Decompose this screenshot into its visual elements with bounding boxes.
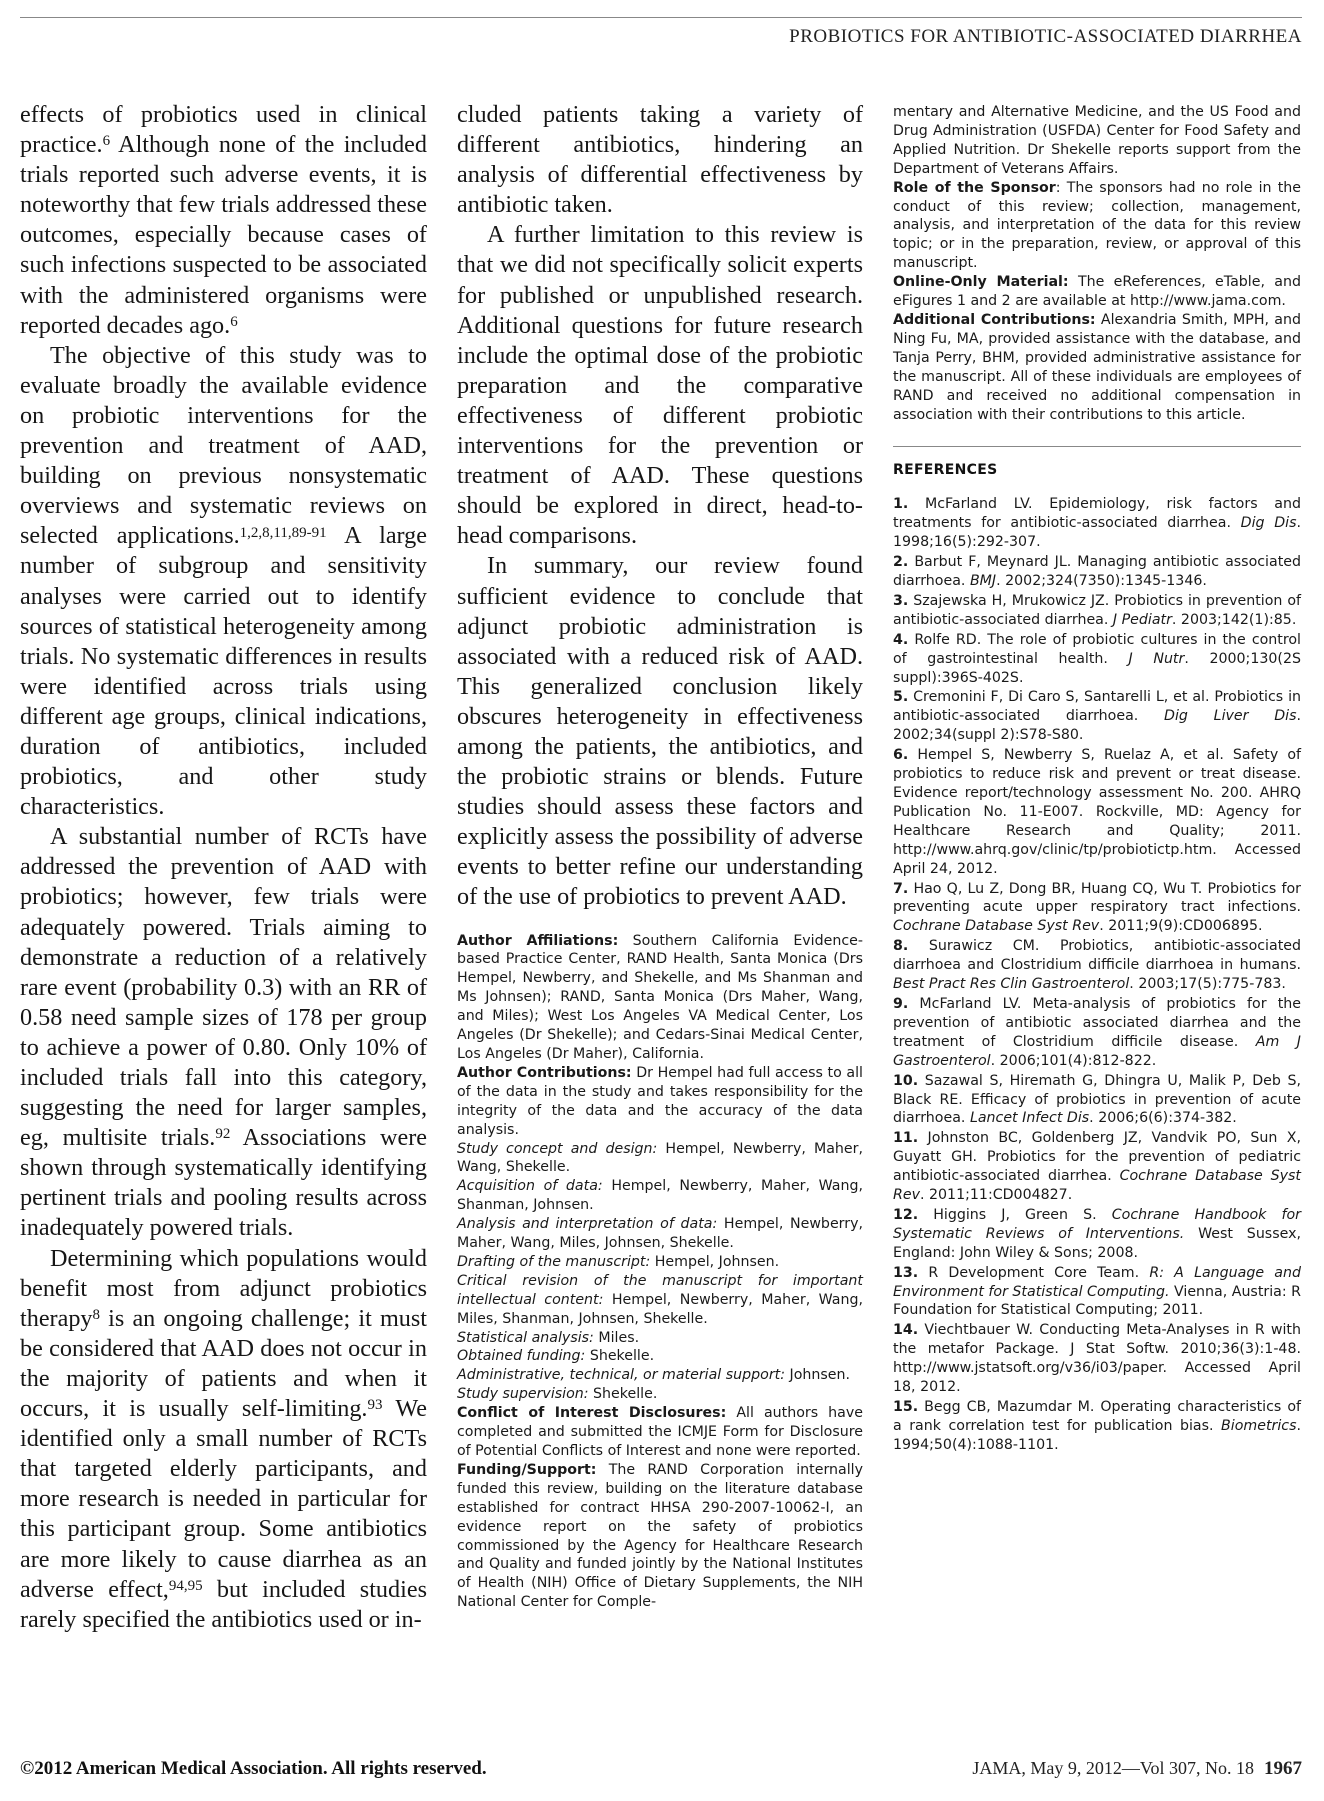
label: Online-Only Material:: [893, 274, 1069, 291]
reference-item: [893, 688, 1301, 745]
reference-text: Sazawal S, Hiremath G, Dhingra U, Malik P, Deb S, Black RE. Efficacy of probiotics in prevention of acute diarrhoea.: [893, 1072, 1301, 1127]
reference-item: [893, 1321, 1301, 1397]
article-notes: [457, 932, 863, 1613]
reference-journal: BMJ: [969, 573, 997, 590]
reference-details: . 2006;101(4):812-822.: [990, 1052, 1157, 1069]
reference-text: Begg CB, Mazumdar M. Operating characteristics of a rank correlation test for publication bias.: [893, 1399, 1301, 1434]
reference-details: . 2002;324(7350):1345-1346.: [996, 573, 1207, 590]
text: Alexandria Smith, MPH, and Ning Fu, MA, provided assistance with the database, and Tanja Perry, BHM, provided administrative assistance for the manuscript. All of these individuals are employees of RAND and received no additional compensation in association with their contributions to this article.: [893, 311, 1301, 423]
citation-text: JAMA, May 9, 2012—Vol 307, No. 18: [972, 1758, 1254, 1778]
text: but included studies rarely specified the antibiotics used or in-: [20, 1575, 427, 1633]
reference-journal: Dig Dis: [1240, 515, 1297, 532]
contribution-roles: [457, 1140, 863, 1405]
reference-journal: Dig Liver Dis: [1164, 708, 1297, 725]
reference-text: Barbut F, Meynard JL. Managing antibiotic associated diarrhoea.: [893, 554, 1301, 590]
role-names: Miles.: [593, 1329, 640, 1346]
reference-text: Rolfe RD. The role of probiotic cultures in the control of gastrointestinal health.: [893, 631, 1301, 667]
reference-item: [893, 592, 1301, 630]
reference-journal: Am J Gastroenterol: [893, 1033, 1301, 1069]
funding-continued: mentary and Alternative Medicine, and the US Food and Drug Administration (USFDA) Center for Food Safety and Applied Nutrition. Dr Shekelle reports support from the Department of Veterans Affairs.: [893, 104, 1301, 177]
column-3: [893, 103, 1301, 1456]
reference-number: 7.: [893, 880, 909, 897]
reference-number: 3.: [893, 592, 909, 609]
role-label: Acquisition of data:: [457, 1178, 603, 1195]
citation: 94,95: [168, 1577, 203, 1594]
reference-item: [893, 937, 1301, 994]
role-names: Johnsen.: [785, 1367, 850, 1384]
reference-number: 9.: [893, 995, 909, 1012]
journal-citation: [972, 1758, 1302, 1780]
citation: 6: [102, 133, 111, 150]
reference-details: Vienna, Austria: R Foundation for Statistical Computing; 2011.: [893, 1283, 1302, 1319]
text: Associations were shown through systematically identifying pertinent trials and pooling results across inadequately powered trials.: [20, 1124, 427, 1242]
text: The eReferences, eTable, and eFigures 1 and 2 are available at http://www.jama.com.: [893, 274, 1301, 310]
reference-text: Johnston BC, Goldenberg JZ, Vandvik PO, Sun X, Guyatt GH. Probiotics for the prevention of pediatric antibiotic-associated diarrhea.: [893, 1130, 1301, 1185]
reference-journal: Best Pract Res Clin Gastroenterol: [893, 976, 1130, 993]
text: Dr Hempel had full access to all of the data in the study and takes responsibility for the integrity of the data and the accuracy of the data analysis.: [457, 1064, 863, 1138]
reference-text: McFarland LV. Epidemiology, risk factors and treatments for antibiotic-associated diarrhea.: [893, 496, 1301, 532]
reference-details: West Sussex, England: John Wiley & Sons; 2008.: [893, 1225, 1301, 1261]
contribution-role: [457, 1347, 863, 1366]
reference-text: R Development Core Team.: [918, 1264, 1150, 1281]
reference-details: . 2002;34(suppl 2):S78-S80.: [893, 708, 1301, 744]
reference-item: [893, 495, 1301, 552]
role-label: Study supervision:: [457, 1386, 589, 1403]
header-rule: [20, 17, 1302, 18]
text: The objective of this study was to evaluate broadly the available evidence on probiotic interventions for the prevention and treatment of AAD, building on previous nonsystematic overviews and systematic reviews on selected applications.: [20, 341, 427, 550]
references-heading: REFERENCES: [893, 462, 998, 479]
reference-journal: Lancet Infect Dis: [969, 1110, 1090, 1127]
column-2: [457, 100, 863, 1612]
citation: 6: [230, 313, 238, 330]
reference-text: Hao Q, Lu Z, Dong BR, Huang CQ, Wu T. Probiotics for preventing acute upper respiratory tract infections.: [893, 880, 1301, 916]
label: Author Affiliations:: [457, 932, 619, 949]
page-number: 1967: [1264, 1758, 1302, 1779]
role-names: Hempel, Newberry, Maher, Wang, Miles, Johnsen, Shekelle.: [457, 1216, 863, 1252]
contribution-role: [457, 1140, 863, 1178]
reference-number: 15.: [893, 1399, 919, 1415]
role-names: Shekelle.: [585, 1348, 655, 1365]
role-label: Administrative, technical, or material support:: [457, 1367, 786, 1384]
author-affiliations: [457, 932, 863, 1064]
text: is an ongoing challenge; it must be considered that AAD does not occur in the majority of patients and when it occurs, it is usually self-limiting.: [20, 1304, 427, 1423]
reference-journal: Cochrane Database Syst Rev: [893, 1168, 1301, 1204]
article-notes-continued: [893, 103, 1301, 424]
reference-details: . 2003;142(1):85.: [1171, 611, 1297, 628]
reference-journal: Biometrics: [1221, 1417, 1297, 1434]
role-label: Critical revision of the manuscript for important intellectual content:: [457, 1272, 863, 1308]
paragraph: cluded patients taking a variety of different antibiotics, hindering an analysis of differential effectiveness by antibiotic taken.: [457, 101, 863, 219]
contribution-role: [457, 1329, 863, 1348]
copyright: ©2012 American Medical Association. All rights reserved.: [20, 1758, 487, 1779]
paragraph: [20, 100, 427, 341]
text: effects of probiotics used in clinical practice.: [20, 101, 427, 159]
reference-details: . 2003;17(5):775-783.: [1129, 976, 1286, 993]
reference-journal: J Nutr: [1128, 650, 1185, 667]
reference-details: . 2000;130(2S suppl):396S-402S.: [893, 650, 1301, 686]
text: Southern California Evidence-based Practice Center, RAND Health, Santa Monica (Drs Hempel, Newberry, and Shekelle, and Ms Shanman and Ms Johnsen); RAND, Santa Monica (Drs Maher, Wang, and Miles); West Los Angeles VA Medical Center, Los Angeles (Dr Shekelle); and Cedars-Sinai Medical Center, Los Angeles (Dr Maher), California.: [457, 932, 863, 1062]
online-only-material: [893, 273, 1301, 311]
additional-contributions: [893, 311, 1301, 424]
column-1: [20, 100, 427, 1635]
reference-number: 14.: [893, 1322, 919, 1339]
reference-text: Hempel S, Newberry S, Ruelaz A, et al. Safety of probiotics to reduce risk and prevent or treat disease. Evidence report/technology assessment No. 200. AHRQ Publication No. 11-E007. Rockville, MD: Agency for Healthcare Research and Quality; 2011. http://www.ahrq.gov/clinic/tp/probiotictp.htm. Accessed April 24, 2012.: [893, 747, 1301, 877]
reference-item: [893, 1206, 1301, 1263]
reference-item: [893, 1398, 1301, 1455]
reference-number: 13.: [893, 1264, 919, 1281]
paragraph: [20, 1244, 427, 1635]
contribution-role: [457, 1177, 863, 1215]
reference-text: Surawicz CM. Probiotics, antibiotic-associated diarrhoea and Clostridium difficile diarrhoea in humans.: [893, 938, 1301, 974]
paragraph: [20, 822, 427, 1243]
role-label: Analysis and interpretation of data:: [457, 1216, 718, 1233]
text: The RAND Corporation internally funded this review, building on the literature database established for contract HHSA 290-2007-10062-I, an evidence report on the safety of probiotics commissioned by the Agency for Healthcare Research and Quality and funded jointly by the National Institutes of Health (NIH) Office of Dietary Supplements, the NIH National Center for Comple-: [457, 1461, 863, 1611]
role-names: Hempel, Newberry, Maher, Wang, Shekelle.: [457, 1140, 863, 1176]
citation: 92: [215, 1126, 231, 1143]
reference-number: 6.: [893, 747, 909, 764]
contribution-role: [457, 1366, 863, 1385]
contribution-role: [457, 1385, 863, 1404]
reference-item: [893, 995, 1301, 1071]
author-contributions: [457, 1064, 863, 1140]
reference-text: McFarland LV. Meta-analysis of probiotics for the prevention of antibiotic associated diarrhea and the treatment of Clostridium difficile disease.: [893, 995, 1301, 1050]
conflict-of-interest: [457, 1404, 863, 1461]
contribution-role: [457, 1215, 863, 1253]
citation: 93: [367, 1397, 383, 1414]
role-label: Study concept and design:: [457, 1140, 658, 1157]
role-label: Drafting of the manuscript:: [457, 1253, 651, 1270]
reference-number: 12.: [893, 1206, 919, 1223]
label: Author Contributions:: [457, 1064, 632, 1081]
reference-journal: Cochrane Database Syst Rev: [893, 918, 1100, 935]
reference-number: 8.: [893, 938, 909, 955]
reference-details: . 1994;50(4):1088-1101.: [893, 1417, 1301, 1453]
reference-item: [893, 631, 1301, 688]
reference-journal: J Pediatr: [1112, 611, 1172, 628]
reference-text: Szajewska H, Mrukowicz JZ. Probiotics in prevention of antibiotic-associated diarrhea.: [893, 592, 1301, 628]
label: Additional Contributions:: [893, 311, 1096, 328]
text: : The sponsors had no role in the conduct of this review; collection, management, analysis, and interpretation of the data for this review topic; or in the preparation, review, or approval of this manuscript.: [893, 179, 1301, 272]
reference-item: [893, 553, 1301, 591]
role-names: Hempel, Johnsen.: [650, 1253, 780, 1270]
reference-number: 11.: [893, 1130, 919, 1147]
reference-text: Cremonini F, Di Caro S, Santarelli L, et al. Probiotics in antibiotic-associated diarrhoea.: [893, 689, 1301, 725]
citation: 1,2,8,11,89-91: [239, 524, 327, 541]
contribution-role: [457, 1272, 863, 1329]
reference-number: 4.: [893, 631, 909, 648]
text: A large number of subgroup and sensitivity analyses were carried out to identify sources of statistical heterogeneity among trials. No systematic differences in results were identified across trials using different age groups, clinical indications, duration of antibiotics, included probiotics, and other study characteristics.: [20, 522, 427, 821]
paragraph: A further limitation to this review is that we did not specifically solicit experts for published or unpublished research. Additional questions for future research include the optimal dose of the probiotic preparation and the comparative effectiveness of different probiotic interventions for the prevention or treatment of AAD. These questions should be explored in direct, head-to-head comparisons.: [457, 221, 863, 550]
label: Funding/Support:: [457, 1461, 597, 1478]
body-text: [457, 100, 863, 913]
reference-number: 2.: [893, 554, 909, 571]
reference-text: Viechtbauer W. Conducting Meta-Analyses in R with the metafor Package. J Stat Softw. 2010;36(3):1-48. http://www.jstatsoft.org/v36/i03/paper. Accessed April 18, 2012.: [893, 1322, 1301, 1396]
label: Conflict of Interest Disclosures:: [457, 1405, 727, 1422]
reference-item: [893, 1072, 1301, 1129]
funding-support: [457, 1461, 863, 1612]
role-label: Statistical analysis:: [457, 1329, 594, 1346]
text: All authors have completed and submitted the ICMJE Form for Disclosure of Potential Conflicts of Interest and none were reported.: [457, 1405, 863, 1459]
role-names: Hempel, Newberry, Maher, Wang, Shanman, Johnsen.: [457, 1178, 863, 1214]
role-of-sponsor: [893, 179, 1301, 274]
reference-details: . 2006;6(6):374-382.: [1089, 1110, 1237, 1127]
role-label: Obtained funding:: [457, 1348, 586, 1365]
reference-item: [893, 880, 1301, 937]
contribution-role: [457, 1253, 863, 1272]
text: Although none of the included trials reported such adverse events, it is noteworthy that few trials addressed these outcomes, especially because cases of such infections suspected to be associated with the administered organisms were reported decades ago.: [20, 131, 427, 339]
reference-number: 1.: [893, 496, 909, 513]
references-rule: [893, 446, 1301, 447]
reference-journal: Cochrane Handbook for Systematic Reviews of Interventions.: [893, 1206, 1301, 1242]
reference-text: Higgins J, Green S.: [918, 1206, 1112, 1223]
reference-item: [893, 1264, 1301, 1321]
text: Determining which populations would benefit most from adjunct probiotics therapy: [20, 1244, 427, 1332]
paragraph: [20, 341, 427, 823]
reference-item: [893, 746, 1301, 878]
reference-details: . 2011;11:CD004827.: [919, 1187, 1073, 1204]
reference-journal: R: A Language and Environment for Statistical Computing.: [893, 1264, 1301, 1300]
reference-list: [893, 495, 1301, 1454]
running-head: PROBIOTICS FOR ANTIBIOTIC-ASSOCIATED DIARRHEA: [789, 26, 1302, 47]
text: We identified only a small number of RCTs that targeted elderly participants, and more research is needed in particular for this participant group. Some antibiotics are more likely to cause diarrhea as an adverse effect,: [20, 1395, 427, 1603]
reference-details: . 1998;16(5):292-307.: [893, 515, 1301, 551]
reference-item: [893, 1129, 1301, 1205]
citation: 8: [92, 1307, 101, 1323]
label: Role of the Sponsor: [893, 179, 1056, 196]
paragraph: In summary, our review found sufficient evidence to conclude that adjunct probiotic administration is associated with a reduced risk of AAD. This generalized conclusion likely obscures heterogeneity in effectiveness among the patients, the antibiotics, and the probiotic strains or blends. Future studies should assess these factors and explicitly assess the possibility of adverse events to better refine our understanding of the use of probiotics to prevent AAD.: [457, 552, 863, 911]
role-names: Hempel, Newberry, Maher, Wang, Miles, Shanman, Johnsen, Shekelle.: [457, 1291, 864, 1327]
reference-number: 5.: [893, 689, 909, 706]
reference-details: . 2011;9(9):CD006895.: [1099, 918, 1263, 935]
role-names: Shekelle.: [588, 1386, 658, 1403]
reference-number: 10.: [893, 1072, 919, 1089]
text: A substantial number of RCTs have addressed the prevention of AAD with probiotics; however, few trials were adequately powered. Trials aiming to demonstrate a reduction of a relatively rare event (probability 0.3) with an RR of 0.58 need sample sizes of 178 per group to achieve a power of 0.80. Only 10% of included trials fall into this category, suggesting the need for larger samples, eg, multisite trials.: [20, 823, 427, 1152]
